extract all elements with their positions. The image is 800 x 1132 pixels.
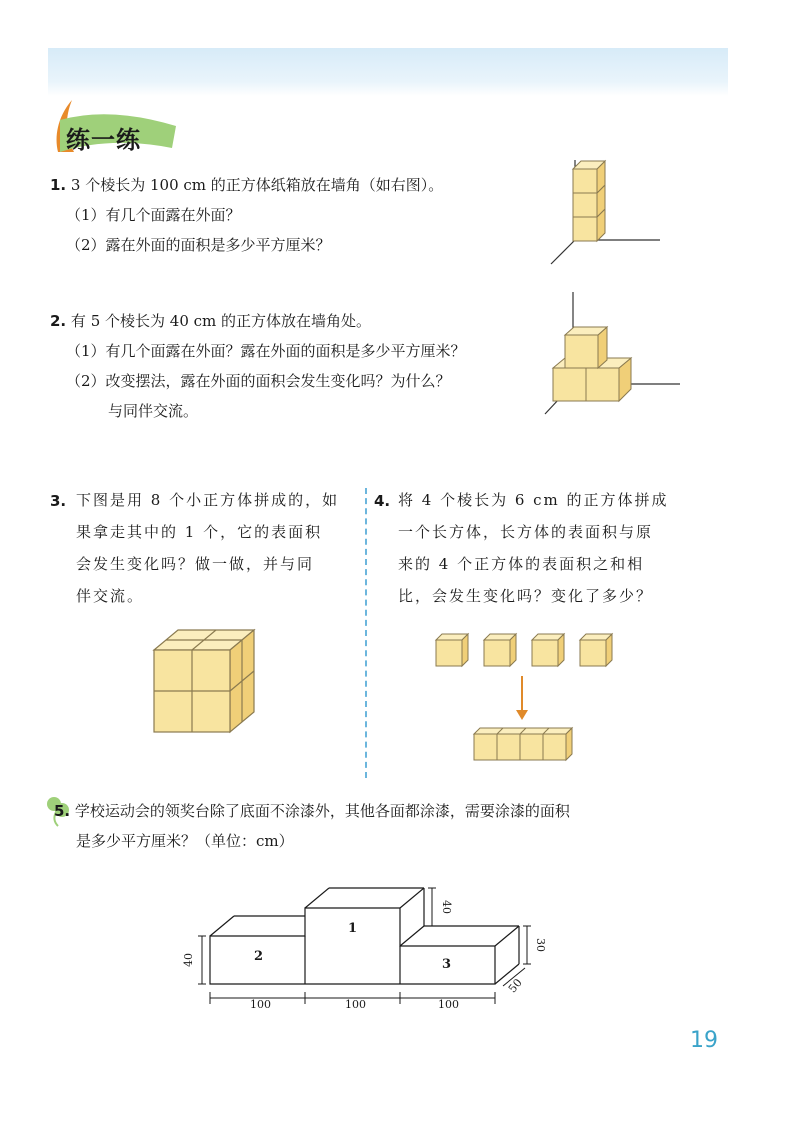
q3-large-cube-figure: [150, 628, 260, 738]
question-3-line: 果拿走其中的 1 个，它的表面积: [76, 523, 323, 541]
question-2-sub2-continued: 与同伴交流。: [108, 402, 199, 420]
question-2-sub2: （2）改变摆法，露在外面的面积会发生变化吗？为什么？: [66, 372, 451, 390]
question-2-sub1: （1）有几个面露在外面？露在外面的面积是多少平方厘米？: [66, 342, 466, 360]
question-5: [54, 796, 570, 826]
podium-block-1-label: 1: [348, 921, 358, 936]
question-2-number: 2.: [50, 312, 67, 330]
question-1-number: 1.: [50, 176, 67, 194]
question-3: [50, 486, 66, 516]
question-3-line: 伴交流。: [76, 587, 145, 605]
question-2-text: 有 5 个棱长为 40 cm 的正方体放在墙角处。: [70, 312, 372, 330]
question-4-line: 一个长方体，长方体的表面积与原: [398, 523, 654, 541]
small-cube: [436, 634, 468, 666]
question-3-line: 会发生变化吗？做一做，并与同: [76, 555, 315, 573]
podium-width-1: 100: [250, 998, 271, 1011]
question-4-line: 比，会发生变化吗？变化了多少？: [398, 587, 654, 605]
question-4-line: 将 4 个棱长为 6 cm 的正方体拼成: [398, 491, 669, 509]
q2-cube-arrangement-figure: [535, 292, 685, 432]
question-5-text-line2: 是多少平方厘米？（单位：cm）: [76, 832, 294, 850]
podium-height-right: 30: [534, 938, 547, 952]
question-1-text: 3 个棱长为 100 cm 的正方体纸箱放在墙角（如右图）。: [70, 176, 444, 194]
question-2: [50, 306, 371, 336]
question-1: [50, 170, 443, 200]
question-3-line: 下图是用 8 个小正方体拼成的，如: [76, 491, 340, 509]
question-4: [374, 486, 390, 516]
column-divider: [365, 488, 367, 778]
question-3-text: [76, 484, 339, 612]
podium-depth: 50: [505, 976, 525, 996]
question-4-line: 来的 4 个正方体的表面积之和相: [398, 555, 645, 573]
podium-figure: [170, 880, 570, 1010]
podium-width-2: 100: [345, 998, 366, 1011]
question-5-number: 5.: [54, 802, 71, 820]
question-1-sub1: （1）有几个面露在外面？: [66, 206, 241, 224]
question-3-number: 3.: [50, 492, 67, 510]
question-4-number: 4.: [374, 492, 391, 510]
page-number: 19: [690, 1028, 718, 1053]
question-5-text: 学校运动会的领奖台除了底面不涂漆外，其他各面都涂漆，需要涂漆的面积: [74, 802, 570, 820]
page-title: 练一练: [66, 126, 141, 154]
podium-height-top: 40: [440, 900, 453, 914]
question-1-sub2: （2）露在外面的面积是多少平方厘米？: [66, 236, 331, 254]
question-4-text: [398, 484, 669, 612]
podium-height-left: 40: [182, 953, 195, 967]
q4-cubes-to-cuboid-figure: [430, 628, 620, 768]
header-band: [48, 48, 728, 96]
podium-block-3-label: 3: [442, 957, 452, 972]
podium-block-2-label: 2: [254, 949, 264, 964]
q1-cube-stack-figure: [545, 160, 665, 270]
podium-width-3: 100: [438, 998, 459, 1011]
